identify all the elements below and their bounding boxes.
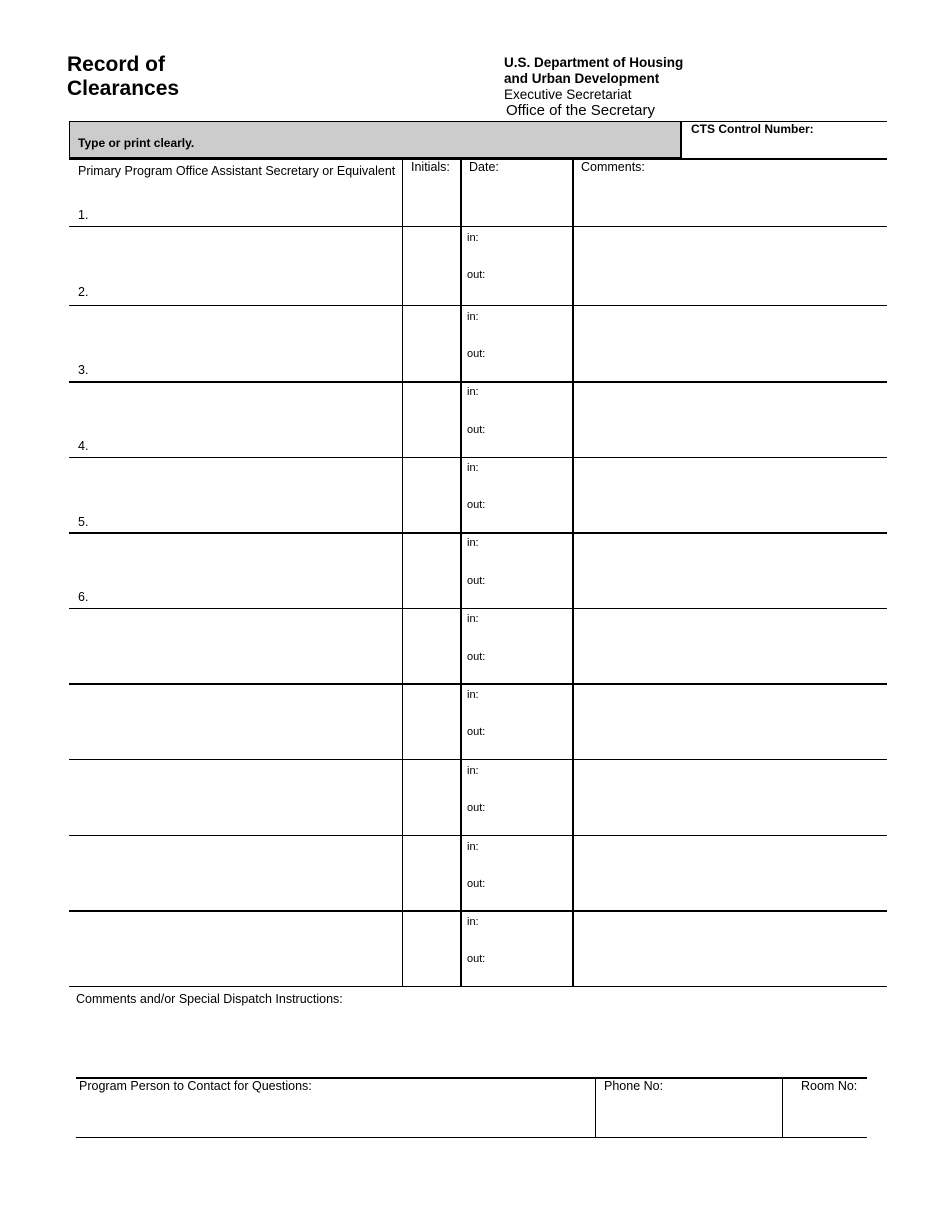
row-number-5: 5. [78, 515, 89, 529]
table-row-line [69, 608, 887, 609]
date-in-label: in: [467, 689, 479, 701]
room-label: Room No: [801, 1079, 858, 1093]
cts-control-number-label: CTS Control Number: [691, 122, 814, 136]
table-row-line [69, 986, 887, 987]
special-instructions-field[interactable] [76, 1010, 887, 1070]
table-vline-comments [572, 159, 574, 987]
table-row-line [69, 226, 887, 227]
dept-line4: Office of the Secretary [506, 102, 655, 119]
table-row-line [69, 759, 887, 760]
row-number-4: 4. [78, 439, 89, 453]
date-in-label: in: [467, 462, 479, 474]
form-title-line2: Clearances [67, 77, 180, 100]
dept-line1: U.S. Department of Housing [504, 55, 684, 70]
date-out-label: out: [467, 348, 486, 360]
date-in-label: in: [467, 537, 479, 549]
table-row-line [69, 305, 887, 306]
row-number-3: 3. [78, 363, 89, 377]
row-number-2: 2. [78, 285, 89, 299]
table-row-line [69, 381, 887, 383]
table-row-line [69, 532, 887, 534]
table-row-line [69, 158, 887, 160]
table-row-line [69, 835, 887, 836]
cts-control-number-field[interactable] [820, 122, 884, 156]
date-out-label: out: [467, 726, 486, 738]
contact-bottom-border [76, 1137, 867, 1138]
date-out-label: out: [467, 953, 486, 965]
contact-person-label: Program Person to Contact for Questions: [79, 1079, 312, 1093]
phone-label: Phone No: [604, 1079, 664, 1093]
table-row-line [69, 457, 887, 458]
department-block [504, 55, 683, 119]
date-out-label: out: [467, 575, 486, 587]
table-vline-initials [402, 159, 403, 987]
col-header-comments: Comments: [581, 160, 645, 174]
date-out-label: out: [467, 424, 486, 436]
dept-line3: Executive Secretariat [504, 87, 632, 102]
date-out-label: out: [467, 878, 486, 890]
contact-divider-room [782, 1077, 783, 1138]
date-out-label: out: [467, 651, 486, 663]
cts-left-border [681, 121, 682, 159]
date-in-label: in: [467, 841, 479, 853]
instruction-text: Type or print clearly. [78, 136, 195, 150]
row-number-1: 1. [78, 208, 89, 222]
date-out-label: out: [467, 269, 486, 281]
date-out-label: out: [467, 499, 486, 511]
table-row-line [69, 910, 887, 912]
date-in-label: in: [467, 386, 479, 398]
contact-divider-phone [595, 1077, 596, 1138]
form-title [67, 53, 179, 101]
date-in-label: in: [467, 613, 479, 625]
col-header-date: Date: [469, 160, 499, 174]
date-in-label: in: [467, 311, 479, 323]
col-header-initials: Initials: [411, 160, 450, 174]
form-title-line1: Record of [67, 53, 166, 76]
date-in-label: in: [467, 232, 479, 244]
date-out-label: out: [467, 802, 486, 814]
date-in-label: in: [467, 916, 479, 928]
date-in-label: in: [467, 765, 479, 777]
dept-line2: and Urban Development [504, 71, 660, 86]
col-header-office: Primary Program Office Assistant Secretary or Equivalent [78, 164, 396, 178]
table-vline-date [460, 159, 462, 987]
table-row-line [69, 683, 887, 685]
row-number-6: 6. [78, 590, 89, 604]
special-instructions-label: Comments and/or Special Dispatch Instructions: [76, 992, 343, 1006]
